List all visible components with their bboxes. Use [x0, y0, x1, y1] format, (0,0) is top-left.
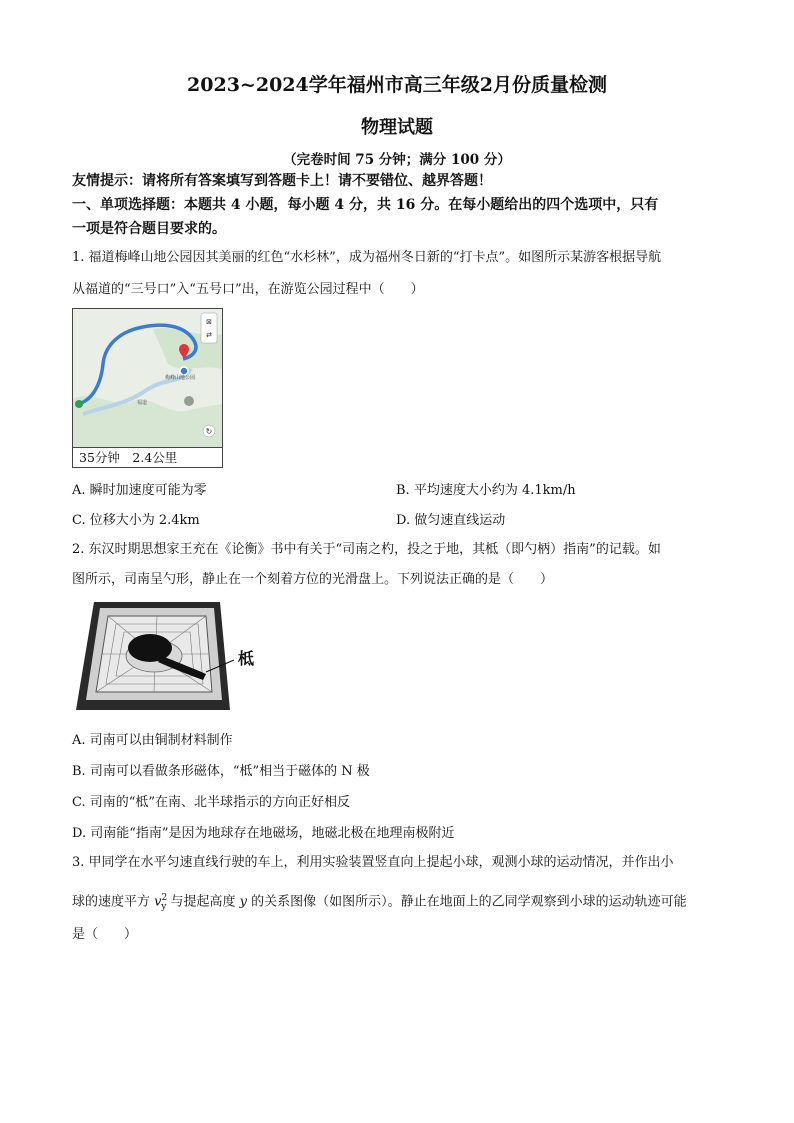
q3-text-b: 与提起高度 — [166, 894, 240, 910]
subject-title: 物理试题 — [361, 117, 433, 138]
q2-stem-line2: 图所示，司南呈勺形，静止在一个刻着方位的光滑盘上。下列说法正确的是（ ） — [72, 572, 554, 587]
sinan-figure — [72, 598, 268, 716]
q1-option-d: D. 做匀速直线运动 — [396, 513, 506, 528]
q3-stem-line2 — [72, 889, 687, 916]
section1-heading-line2: 一项是符合题目要求的。 — [72, 221, 226, 237]
map-label-fudao: 福道 — [137, 400, 148, 406]
q1-option-c: C. 位移大小为 2.4km — [72, 513, 200, 528]
start-marker-icon — [75, 400, 83, 408]
q2-option-b: B. 司南可以看做条形磁体，“柢”相当于磁体的 N 极 — [72, 764, 370, 779]
q2-stem-line1: 2. 东汉时期思想家王充在《论衡》书中有关于“司南之杓，投之于地，其柢（即勺柄）指南”的记载。如 — [72, 542, 661, 557]
q1-option-b: B. 平均速度大小约为 4.1km/h — [396, 483, 576, 498]
map-label-park: 梅峰山地公园 — [165, 375, 196, 381]
q3-var-sub: y — [161, 901, 167, 912]
notice: 友情提示：请将所有答案填写到答题卡上！请不要错位、越界答题！ — [72, 173, 492, 189]
q1-map-figure — [72, 308, 223, 468]
q2-option-d: D. 司南能“指南”是因为地球存在地磁场，地磁北极在地理南极附近 — [72, 826, 455, 841]
svg-text:⇄: ⇄ — [206, 331, 212, 339]
map-image — [73, 309, 222, 447]
q3-text-a: 球的速度平方 — [72, 894, 155, 910]
map-caption: 35分钟 2.4公里 — [73, 447, 222, 467]
q3-text-c: 的关系图像（如图所示）。静止在地面上的乙同学观察到小球的运动轨迹可能 — [246, 894, 687, 910]
q3-var-y: y — [239, 894, 247, 910]
svg-text:⊠: ⊠ — [206, 318, 212, 326]
q1-option-a: A. 瞬时加速度可能为零 — [72, 483, 207, 498]
q3-var-sup: 2 — [161, 893, 168, 903]
figure-label-di: 柢 — [238, 649, 255, 668]
q2-option-c: C. 司南的“柢”在南、北半球指示的方向正好相反 — [72, 795, 351, 810]
sinan-image — [72, 598, 268, 716]
q3-stem-line3: 是（ ） — [72, 927, 138, 942]
q1-stem-line2: 从福道的“三号口”入“五号口”出，在游览公园过程中（ ） — [72, 282, 424, 297]
q1-stem-line1: 1. 福道梅峰山地公园因其美丽的红色“水杉林”，成为福州冬日新的“打卡点”。如图所示某游客根据导航 — [72, 250, 662, 265]
location-pin-icon — [180, 367, 188, 375]
q3-stem-line1: 3. 甲同学在水平匀速直线行驶的车上，利用实验装置竖直向上提起小球，观测小球的运动情况，并作出小 — [72, 855, 674, 870]
page-title: 2023~2024学年福州市高三年级2月份质量检测 — [187, 74, 607, 96]
exam-info: （完卷时间 75 分钟；满分 100 分） — [283, 152, 511, 168]
svg-text:↻: ↻ — [205, 427, 213, 436]
q2-option-a: A. 司南可以由铜制材料制作 — [72, 733, 233, 748]
q3-var-v: v — [154, 894, 162, 910]
section1-heading-line1: 一、单项选择题：本题共 4 小题，每小题 4 分，共 16 分。在每小题给出的四个选项中，只有 — [72, 197, 659, 213]
